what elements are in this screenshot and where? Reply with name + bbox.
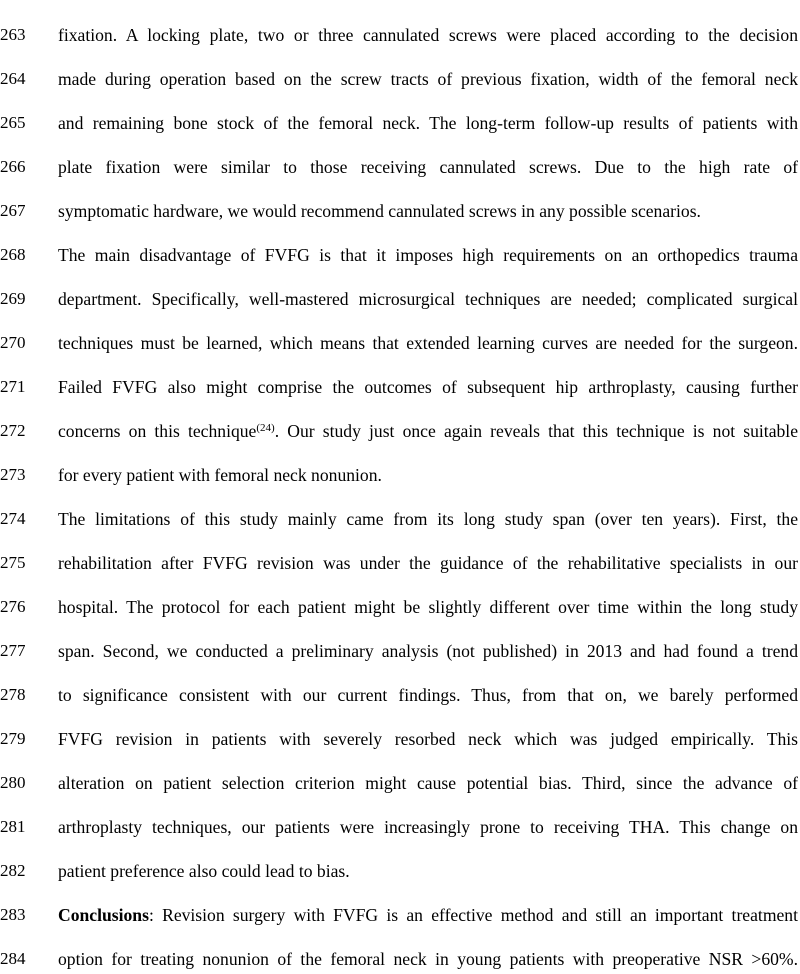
line-number: 266 (0, 157, 26, 176)
paragraph-text: The limitations of this study mainly came from its long study span (over ten years). First, the (58, 509, 798, 529)
line-number: 276 (0, 597, 26, 616)
line-number: 264 (0, 69, 26, 88)
line-number: 271 (0, 377, 26, 396)
line-number: 265 (0, 113, 26, 132)
line-282 (0, 856, 800, 886)
line-278 (0, 680, 800, 710)
line-280 (0, 768, 800, 798)
line-275 (0, 548, 800, 578)
paragraph-text: arthroplasty techniques, our patients were increasingly prone to receiving THA. This change on (58, 817, 798, 837)
line-270 (0, 328, 800, 358)
text-segment: concerns on this technique (58, 421, 257, 441)
line-274 (0, 504, 800, 534)
line-number: 269 (0, 289, 26, 308)
paragraph-text: for every patient with femoral neck nonunion. (58, 465, 382, 485)
paragraph-text: hospital. The protocol for each patient might be slightly different over time within the long study (58, 597, 798, 617)
line-number: 263 (0, 25, 26, 44)
paragraph-text (58, 416, 798, 446)
paragraph-text: made during operation based on the screw tracts of previous fixation, width of the femoral neck (58, 69, 798, 89)
line-number: 275 (0, 553, 26, 572)
line-number: 270 (0, 333, 26, 352)
line-284 (0, 944, 800, 974)
line-269 (0, 284, 800, 314)
line-number: 273 (0, 465, 26, 484)
paragraph-text: symptomatic hardware, we would recommend cannulated screws in any possible scenarios. (58, 201, 701, 221)
line-281 (0, 812, 800, 842)
text-segment: . Our study just once again reveals that this technique is not suitable (274, 421, 799, 441)
paragraph-text: to significance consistent with our current findings. Thus, from that on, we barely performed (58, 685, 798, 705)
line-number: 278 (0, 685, 26, 704)
line-277 (0, 636, 800, 666)
paragraph-text: span. Second, we conducted a preliminary analysis (not published) in 2013 and had found a trend (58, 641, 798, 661)
line-272 (0, 416, 800, 446)
line-273 (0, 460, 800, 490)
line-number: 279 (0, 729, 26, 748)
paragraph-text: FVFG revision in patients with severely resorbed neck which was judged empirically. This (58, 729, 798, 749)
line-number: 284 (0, 949, 26, 968)
paragraph-text (58, 900, 798, 930)
line-number: 267 (0, 201, 26, 220)
line-283 (0, 900, 800, 930)
paragraph-text: and remaining bone stock of the femoral neck. The long-term follow-up results of patients with (58, 113, 798, 133)
paragraph-text: plate fixation were similar to those receiving cannulated screws. Due to the high rate of (58, 157, 798, 177)
line-number: 274 (0, 509, 26, 528)
line-263 (0, 20, 800, 50)
paragraph-text: techniques must be learned, which means that extended learning curves are needed for the surgeon. (58, 333, 798, 353)
paragraph-text: option for treating nonunion of the femoral neck in young patients with preoperative NSR >60%. (58, 949, 798, 969)
conclusions-heading: Conclusions (58, 905, 149, 925)
paragraph-text: The main disadvantage of FVFG is that it imposes high requirements on an orthopedics trauma (58, 245, 798, 265)
line-number: 282 (0, 861, 26, 880)
line-number: 272 (0, 421, 26, 440)
paragraph-text: rehabilitation after FVFG revision was under the guidance of the rehabilitative specialists in our (58, 553, 798, 573)
paragraph-text: fixation. A locking plate, two or three cannulated screws were placed according to the decision (58, 25, 798, 45)
line-number: 277 (0, 641, 26, 660)
line-number: 283 (0, 905, 26, 924)
paragraph-text: department. Specifically, well-mastered microsurgical techniques are needed; complicated surgical (58, 289, 798, 309)
paragraph-text: alteration on patient selection criterion might cause potential bias. Third, since the advance of (58, 773, 798, 793)
line-264 (0, 64, 800, 94)
line-number: 280 (0, 773, 26, 792)
line-268 (0, 240, 800, 270)
line-number: 268 (0, 245, 26, 264)
citation-reference: (24) (256, 422, 275, 434)
line-266 (0, 152, 800, 182)
line-276 (0, 592, 800, 622)
paragraph-text: Failed FVFG also might comprise the outcomes of subsequent hip arthroplasty, causing further (58, 377, 798, 397)
line-number: 281 (0, 817, 26, 836)
line-267 (0, 196, 800, 226)
text-segment: : Revision surgery with FVFG is an effective method and still an important treatment (148, 905, 798, 925)
paragraph-text: patient preference also could lead to bias. (58, 861, 350, 881)
line-279 (0, 724, 800, 754)
line-265 (0, 108, 800, 138)
line-271 (0, 372, 800, 402)
